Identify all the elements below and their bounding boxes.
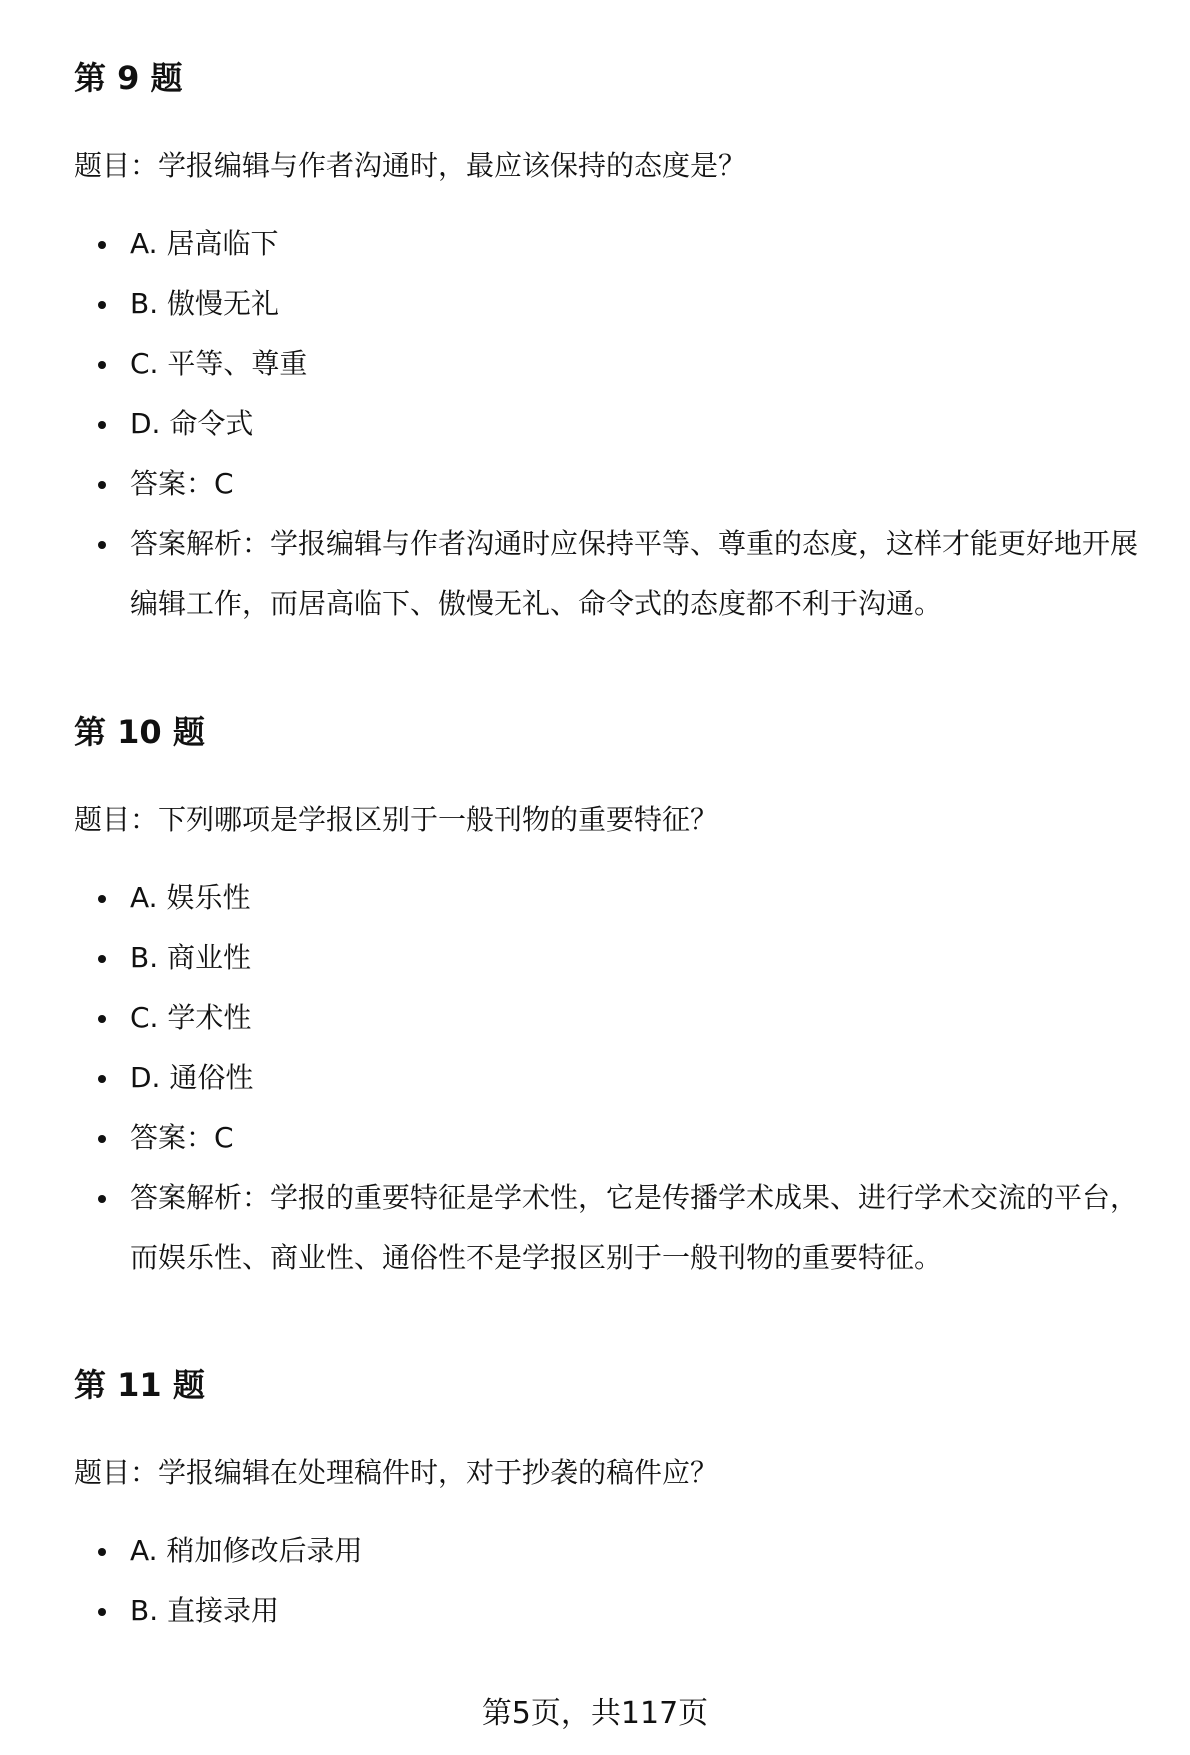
question-prompt: 题目：下列哪项是学报区别于一般刊物的重要特征？: [74, 803, 719, 836]
option-text: B. 直接录用: [130, 1594, 280, 1627]
bullet-icon: [98, 1015, 106, 1023]
option-item: [74, 334, 1154, 394]
option-item: [74, 1048, 1154, 1108]
option-list: [74, 1521, 1154, 1641]
explanation-item: [74, 514, 1154, 634]
bullet-icon: [98, 241, 106, 249]
answer-text: 答案：C: [130, 467, 234, 500]
answer-item: [74, 454, 1154, 514]
option-text: C. 学术性: [130, 1001, 252, 1034]
question-heading: 第 10 题: [74, 713, 205, 751]
option-text: C. 平等、尊重: [130, 347, 308, 380]
question-heading: 第 11 题: [74, 1366, 205, 1404]
option-item: [74, 274, 1154, 334]
bullet-icon: [98, 955, 106, 963]
bullet-icon: [98, 1195, 106, 1203]
option-item: [74, 1521, 1154, 1581]
question-heading: 第 9 题: [74, 59, 183, 97]
option-text: B. 商业性: [130, 941, 252, 974]
option-text: A. 居高临下: [130, 227, 279, 260]
option-list: [74, 868, 1154, 1288]
option-text: D. 通俗性: [130, 1061, 254, 1094]
option-item: [74, 988, 1154, 1048]
question-prompt: 题目：学报编辑在处理稿件时，对于抄袭的稿件应？: [74, 1456, 719, 1489]
question-9: [74, 58, 1154, 620]
page-number-footer: 第5页，共117页: [481, 1696, 709, 1731]
option-text: D. 命令式: [130, 407, 254, 440]
question-10: [74, 712, 1154, 1274]
question-11: [74, 1365, 1154, 1627]
option-item: [74, 1581, 1154, 1641]
explanation-text: 答案解析：学报的重要特征是学术性，它是传播学术成果、进行学术交流的平台，而娱乐性、商业性、通俗性不是学报区别于一般刊物的重要特征。: [130, 1181, 1139, 1274]
bullet-icon: [98, 301, 106, 309]
option-item: [74, 214, 1154, 274]
option-list: [74, 214, 1154, 634]
bullet-icon: [98, 1075, 106, 1083]
option-text: A. 娱乐性: [130, 881, 251, 914]
option-text: B. 傲慢无礼: [130, 287, 280, 320]
bullet-icon: [98, 1135, 106, 1143]
option-item: [74, 928, 1154, 988]
option-item: [74, 868, 1154, 928]
question-prompt: 题目：学报编辑与作者沟通时，最应该保持的态度是？: [74, 149, 747, 182]
option-text: A. 稍加修改后录用: [130, 1534, 363, 1567]
bullet-icon: [98, 421, 106, 429]
bullet-icon: [98, 1608, 106, 1616]
bullet-icon: [98, 361, 106, 369]
answer-text: 答案：C: [130, 1121, 234, 1154]
explanation-item: [74, 1168, 1154, 1288]
option-item: [74, 394, 1154, 454]
explanation-text: 答案解析：学报编辑与作者沟通时应保持平等、尊重的态度，这样才能更好地开展编辑工作，而居高临下、傲慢无礼、命令式的态度都不利于沟通。: [130, 527, 1139, 620]
answer-item: [74, 1108, 1154, 1168]
bullet-icon: [98, 1548, 106, 1556]
bullet-icon: [98, 541, 106, 549]
bullet-icon: [98, 481, 106, 489]
bullet-icon: [98, 895, 106, 903]
